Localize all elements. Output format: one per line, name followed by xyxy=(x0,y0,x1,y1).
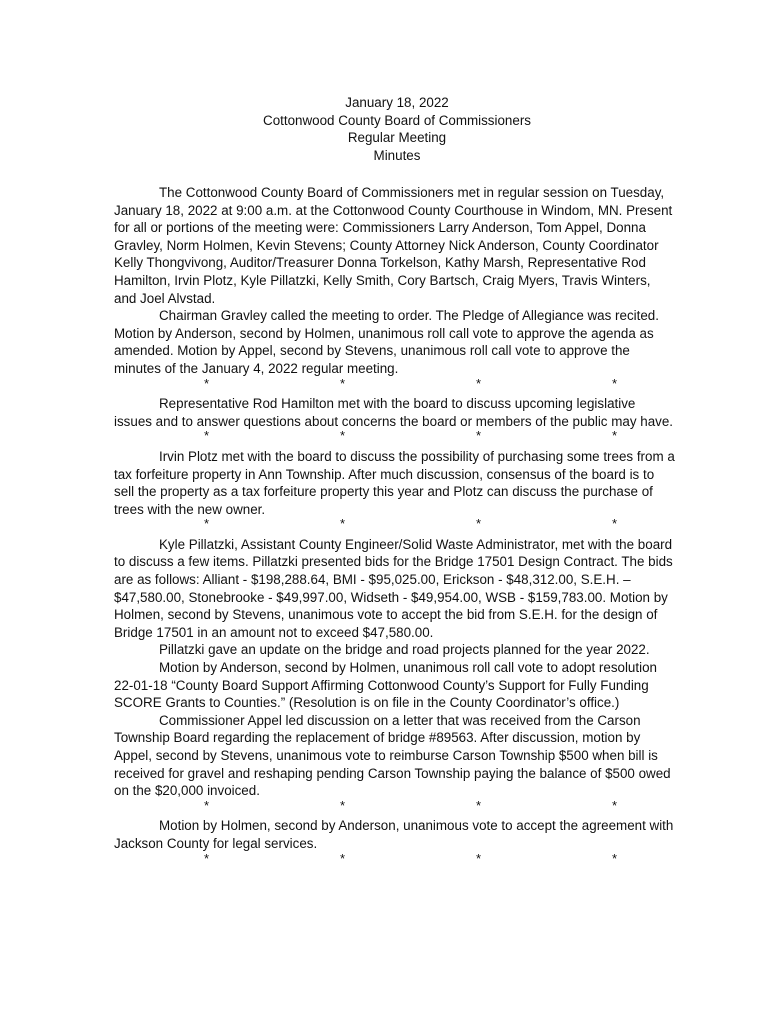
resolution-paragraph: Motion by Anderson, second by Holmen, unanimous roll call vote to adopt resolution 22-01-18 “County Board Support Affirming Cottonwood County’s Support for Fully Funding SCORE Grants to Counties.” (Resolution is on file in the County Coordinator’s office.) xyxy=(114,660,657,711)
separator-star: * xyxy=(340,797,346,813)
separator-star: * xyxy=(612,375,618,391)
minutes-body xyxy=(114,184,676,870)
separator-star: * xyxy=(204,375,210,391)
document-header xyxy=(0,94,770,164)
document-type: Minutes xyxy=(373,147,421,163)
section-separator xyxy=(114,518,676,536)
section-separator xyxy=(114,375,676,396)
separator-star: * xyxy=(476,375,482,391)
pillatzki-bids-paragraph: Kyle Pillatzki, Assistant County Engineer/Solid Waste Administrator, met with the board to discuss a few items. Pillatzki presented bids for the Bridge 17501 Design Contract. The bids are as follows: Alliant - $198,288.64, BMI - $95,025.00, Erickson - $48,312.00, S.E.H. – $47,580.00, Stonebrooke - $49,997.00, Widseth - $49,954.00, WSB - $159,783.00. Motion by Holmen, second by Stevens, unanimous vote to accept the bid from S.E.H. for the design of Bridge 17501 in an amount not to exceed $47,580.00. xyxy=(114,536,673,640)
separator-star: * xyxy=(476,428,482,444)
separator-star: * xyxy=(476,516,482,532)
separator-star: * xyxy=(204,428,210,444)
section-separator xyxy=(114,430,676,448)
separator-star: * xyxy=(612,516,618,532)
pillatzki-update-paragraph: Pillatzki gave an update on the bridge and road projects planned for the year 2022. xyxy=(159,642,650,658)
separator-star: * xyxy=(340,375,346,391)
attendance-paragraph: The Cottonwood County Board of Commissioners met in regular session on Tuesday, January 18, 2022 at 9:00 a.m. at the Cottonwood County Courthouse in Windom, MN. Present for all or portions of the meeting were: Commissioners Larry Anderson, Tom Appel, Donna Gravley, Norm Holmen, Kevin Stevens; County Attorney Nick Anderson, County Coordinator Kelly Thongvivong, Auditor/Treasurer Donna Torkelson, Kathy Marsh, Representative Rod Hamilton, Irvin Plotz, Kyle Pillatzki, Kelly Smith, Cory Bartsch, Craig Myers, Travis Winters, and Joel Alvstad. xyxy=(114,185,673,306)
meeting-type: Regular Meeting xyxy=(347,130,447,145)
separator-star: * xyxy=(476,850,482,866)
plotz-paragraph: Irvin Plotz met with the board to discuss the possibility of purchasing some trees from a tax forfeiture property in Ann Township. After much discussion, consensus of the board is to sell the property as a tax forfeiture property this year and Plotz can discuss the purchase of trees with the new owner. xyxy=(114,448,675,517)
separator-star: * xyxy=(204,516,210,532)
meeting-date: January 18, 2022 xyxy=(345,95,449,110)
call-to-order-paragraph: Chairman Gravley called the meeting to order. The Pledge of Allegiance was recited. Motion by Anderson, second by Holmen, unanimous roll call vote to approve the agenda as amended. Motion by Appel, second by Stevens, unanimous roll call vote to approve the minutes of the January 4, 2022 regular meeting. xyxy=(114,308,659,376)
separator-star: * xyxy=(340,428,346,444)
separator-star: * xyxy=(612,797,618,813)
separator-star: * xyxy=(340,516,346,532)
separator-star: * xyxy=(612,850,618,866)
hamilton-paragraph: Representative Rod Hamilton met with the board to discuss upcoming legislative issues and to answer questions about concerns the board or members of the public may have. xyxy=(114,396,674,429)
carson-township-paragraph: Commissioner Appel led discussion on a letter that was received from the Carson Township Board regarding the replacement of bridge #89563. After discussion, motion by Appel, second by Stevens, unanimous vote to reimburse Carson Township $500 when bill is received for gravel and reshaping pending Carson Township paying the balance of $500 owed on the $20,000 invoiced. xyxy=(114,712,671,799)
separator-star: * xyxy=(476,797,482,813)
separator-star: * xyxy=(340,850,346,866)
separator-star: * xyxy=(612,428,618,444)
separator-star: * xyxy=(204,850,210,866)
board-name: Cottonwood County Board of Commissioners xyxy=(263,112,531,128)
legal-services-paragraph: Motion by Holmen, second by Anderson, unanimous vote to accept the agreement with Jackson County for legal services. xyxy=(114,818,674,851)
section-separator xyxy=(114,797,676,818)
section-separator xyxy=(114,850,676,871)
separator-star: * xyxy=(204,797,210,813)
